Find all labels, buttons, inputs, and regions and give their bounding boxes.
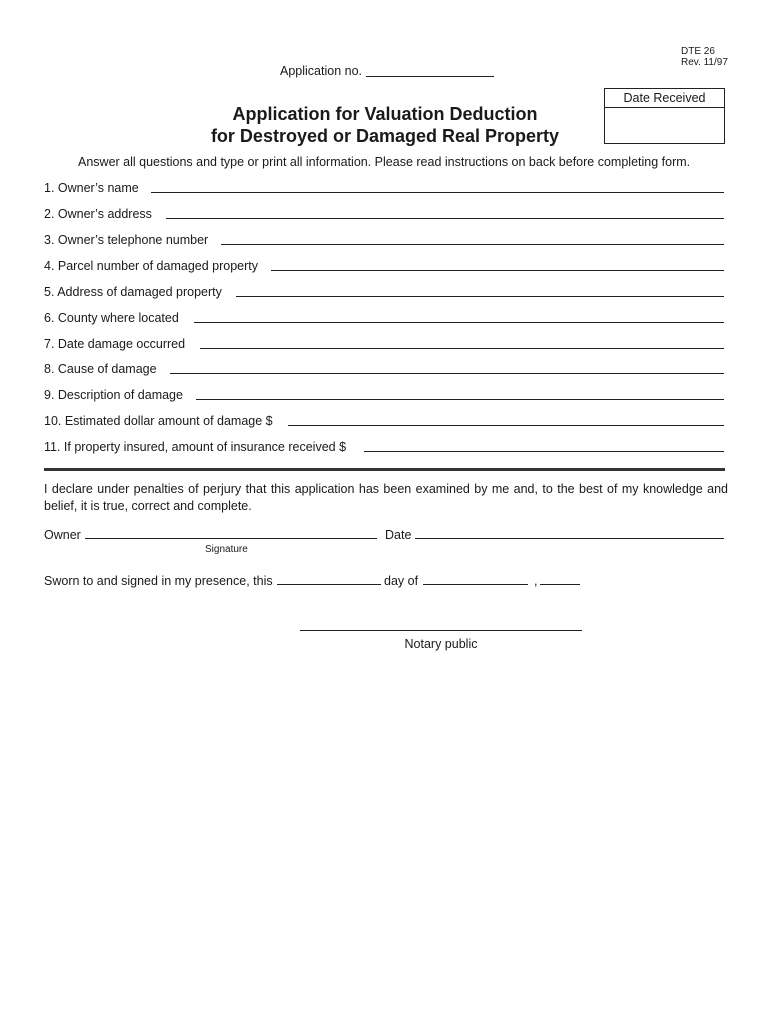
owner-signature-field[interactable] (85, 538, 377, 539)
owner-telephone-input[interactable] (221, 244, 724, 245)
day-of-label: day of (384, 574, 419, 588)
date-label: Date (385, 528, 412, 542)
form-code: DTE 26 (681, 46, 715, 57)
field-label: 5. Address of damaged property (44, 285, 222, 299)
section-divider (44, 468, 725, 471)
owner-label: Owner (44, 528, 81, 542)
declaration-text: I declare under penalties of perjury that this application has been examined by me and, to the best of my knowledge and belief, it is true, correct and complete. (44, 482, 728, 513)
form-revision: Rev. 11/97 (681, 57, 728, 68)
owner-address-input[interactable] (166, 218, 724, 219)
parcel-number-input[interactable] (271, 270, 724, 271)
date-damage-input[interactable] (200, 348, 724, 349)
notary-signature-field[interactable] (300, 630, 582, 631)
date-received-box (604, 88, 725, 144)
field-label: 3. Owner’s telephone number (44, 233, 209, 247)
comma-separator: , (534, 574, 538, 588)
instructions-text: Answer all questions and type or print all information. Please read instructions on back before completing form. (78, 155, 691, 169)
county-input[interactable] (194, 322, 724, 323)
field-label: 7. Date damage occurred (44, 337, 186, 351)
owner-name-input[interactable] (151, 192, 724, 193)
form-title-line1: Application for Valuation Deduction (232, 104, 538, 124)
sworn-text: Sworn to and signed in my presence, this (44, 574, 273, 588)
form-title-line2: for Destroyed or Damaged Real Property (210, 126, 560, 146)
estimated-amount-input[interactable] (288, 425, 724, 426)
field-label: 8. Cause of damage (44, 362, 157, 376)
form-title (185, 103, 585, 147)
signature-caption: Signature (205, 544, 248, 555)
sworn-day-field[interactable] (277, 584, 381, 585)
cause-damage-input[interactable] (170, 373, 724, 374)
description-damage-input[interactable] (196, 399, 724, 400)
field-label: 4. Parcel number of damaged property (44, 259, 259, 273)
sworn-month-field[interactable] (423, 584, 528, 585)
field-label: 11. If property insured, amount of insurance received $ (44, 440, 347, 454)
application-no-label: Application no. (280, 64, 363, 78)
notary-public-label: Notary public (404, 637, 478, 651)
damaged-address-input[interactable] (236, 296, 724, 297)
field-label: 6. County where located (44, 311, 179, 325)
sworn-year-field[interactable] (540, 584, 580, 585)
field-label: 1. Owner’s name (44, 181, 139, 195)
field-label: 10. Estimated dollar amount of damage $ (44, 414, 273, 428)
signature-date-field[interactable] (415, 538, 724, 539)
field-label: 9. Description of damage (44, 388, 183, 402)
insurance-amount-input[interactable] (364, 451, 724, 452)
date-received-label: Date Received (605, 89, 724, 108)
application-no-field[interactable] (366, 76, 494, 77)
field-label: 2. Owner’s address (44, 207, 152, 221)
date-received-field[interactable] (605, 108, 724, 142)
